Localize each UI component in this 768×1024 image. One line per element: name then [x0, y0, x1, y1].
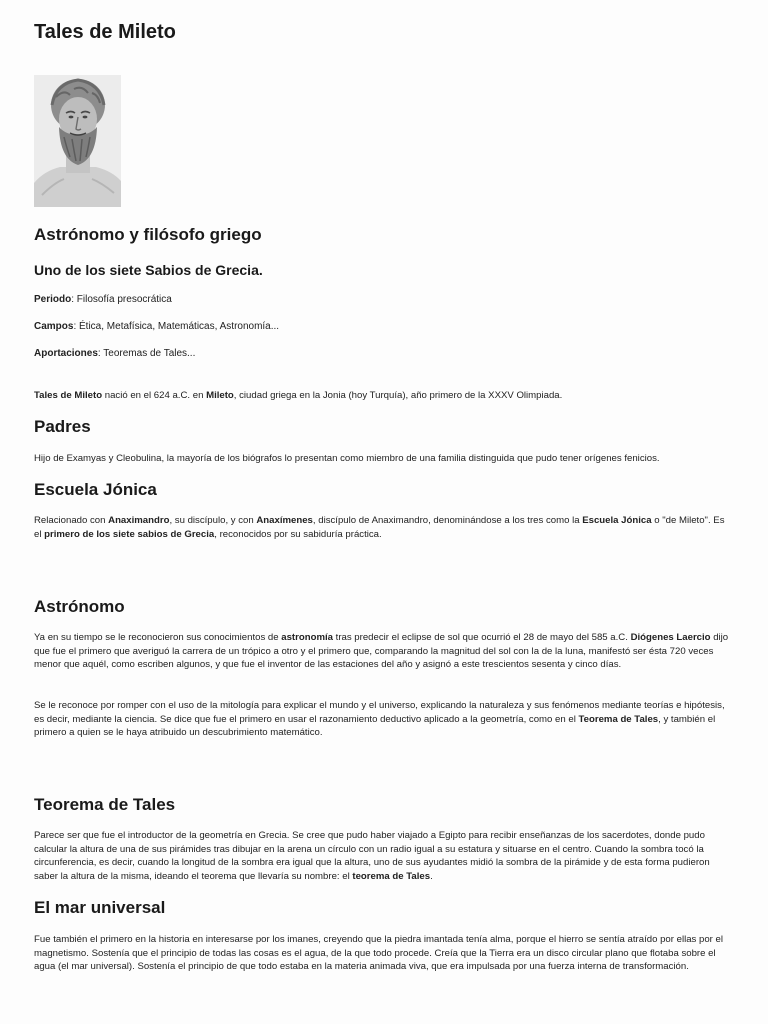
- escuela-bold-2: Anaxímenes: [256, 515, 313, 526]
- intro-bold-2: Mileto: [206, 390, 234, 401]
- astronomo-p1-text-1: Ya en su tiempo se le reconocieron sus conocimientos de: [34, 632, 282, 643]
- meta-periodo: [34, 294, 172, 305]
- meta-periodo-value: : Filosofía presocrática: [71, 294, 172, 305]
- astronomo-p1-text-2: tras predecir el eclipse de sol que ocurrió el 28 de mayo del 585 a.C.: [332, 632, 631, 643]
- escuela-heading: Escuela Jónica: [34, 480, 157, 499]
- intro-text-1: nació en el 624 a.C. en: [102, 390, 207, 401]
- meta-aportaciones-value: : Teoremas de Tales...: [97, 348, 196, 359]
- meta-aportaciones-label: Aportaciones: [34, 348, 98, 359]
- teorema-heading: Teorema de Tales: [34, 795, 176, 814]
- astronomo-p2-bold-1: Teorema de Tales: [578, 713, 659, 725]
- astronomo-paragraph-1: [34, 631, 734, 672]
- meta-periodo-label: Periodo: [34, 294, 72, 305]
- astronomo-heading: Astrónomo: [34, 597, 125, 616]
- intro-text-2: , ciudad griega en la Jonia (hoy Turquía), año primero de la XXXV Olimpiada.: [233, 390, 563, 401]
- teorema-bold-1: teorema de Tales: [352, 870, 431, 882]
- escuela-text-5: , reconocidos por su sabiduría práctica.: [214, 528, 382, 540]
- astronomo-p2-text-1: Se le reconoce por romper con el uso de la mitología para explicar el mundo y el universo, explicando la naturaleza y sus fenómenos mediante teorías e hipótesis, es decir, mediante la ciencia. Se dice que fue el primero en usar el razonamiento deductivo aplicado a la geometría, como en el: [34, 700, 725, 725]
- escuela-text-1: Relacionado con: [34, 515, 109, 526]
- portrait-image: [34, 75, 121, 207]
- mar-paragraph: Fue también el primero en la historia en interesarse por los imanes, creyendo que la piedra imantada tenía alma, porque el hierro se sentía atraído por ellas por el magnetismo. Sostenía que el principio de todas las cosas es el agua, de la que todo procede. Creía que la Tierra era un disco circular plano que flotaba sobre el agua (el mar universal). Sostenía el principio de que todo estaba en la materia animada viva, que era impulsada por una fuerza interna de transformación.: [34, 934, 724, 972]
- escuela-text-2: , su discípulo, y con: [169, 515, 257, 526]
- meta-campos-value: : Ética, Metafísica, Matemáticas, Astronomía...: [73, 321, 280, 332]
- astronomo-p2-text-2: , y también el primero a quien se le haya atribuido un descubrimiento matemático.: [34, 713, 716, 738]
- meta-aportaciones: [34, 348, 195, 359]
- intro-paragraph: [34, 389, 734, 403]
- subtitle-heading: Astrónomo y filósofo griego: [34, 225, 262, 244]
- astronomo-p1-bold-2: Diógenes Laercio: [630, 632, 711, 643]
- escuela-text-4: o "de Mileto". Es el: [34, 515, 725, 540]
- mar-heading: El mar universal: [34, 898, 166, 917]
- meta-campos-label: Campos: [34, 321, 74, 332]
- tagline: Uno de los siete Sabios de Grecia.: [34, 262, 263, 278]
- escuela-bold-1: Anaximandro: [108, 515, 170, 526]
- escuela-bold-3: Escuela Jónica: [582, 515, 652, 526]
- meta-campos: [34, 321, 279, 332]
- astronomo-p1-bold-1: astronomía: [281, 632, 333, 643]
- teorema-text-2: .: [430, 870, 433, 882]
- teorema-text-1: Parece ser que fue el introductor de la geometría en Grecia. Se cree que pudo haber viajado a Egipto para recibir enseñanzas de los sacerdotes, donde pudo calcular la altura de una de sus pirámides tras dibujar en la arena un círculo con un radio igual a su estatura y situarse en el centro. Cuando la sombra tocó la circunferencia, es decir, cuando la longitud de la sombra era igual que la altura, uno de sus ayudantes midió la sombra de la pirámide y de esta forma pudieron saber la altura de la misma, ideando el teorema que llevaría su nombre: el: [34, 830, 710, 882]
- intro-bold-1: Tales de Mileto: [34, 390, 103, 401]
- escuela-paragraph: [34, 514, 734, 541]
- escuela-text-3: , discípulo de Anaximandro, denominándose a los tres como la: [312, 515, 583, 526]
- astronomo-paragraph-2: [34, 699, 734, 740]
- escuela-bold-4: primero de los siete sabios de Grecia: [44, 528, 215, 540]
- padres-heading: Padres: [34, 417, 91, 436]
- bust-illustration: [34, 75, 121, 207]
- astronomo-p1-text-3: dijo que fue el primero que averiguó la carrera de un trópico a otro y el primero que, comparando la magnitud del sol con la de la luna, manifestó ser ésta 720 veces menor que aquél, como escriben algunos, y que fue el inventor de las estaciones del año y asignó a este trescientos sesenta y cinco días.: [34, 632, 729, 670]
- teorema-paragraph: [34, 829, 734, 883]
- padres-paragraph: Hijo de Examyas y Cleobulina, la mayoría de los biógrafos lo presentan como miembro de una familia distinguida que pudo tener orígenes fenicios.: [34, 453, 660, 464]
- page-title: Tales de Mileto: [34, 21, 176, 43]
